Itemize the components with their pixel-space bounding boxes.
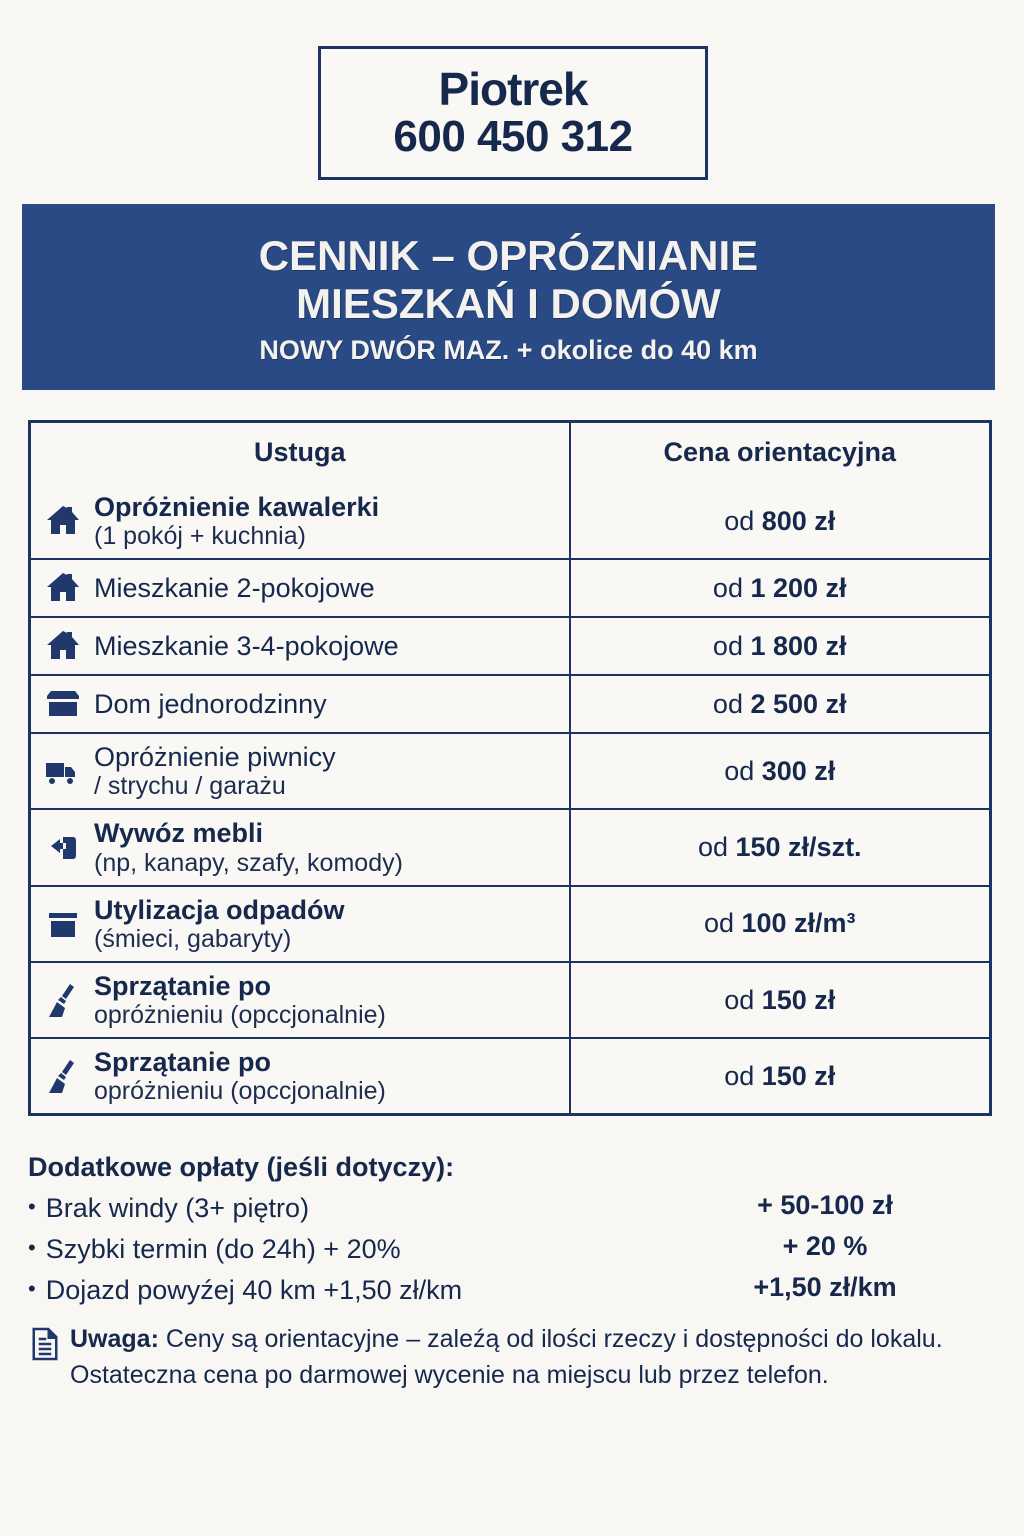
service-cell (30, 962, 570, 1038)
additional-fee-row (28, 1272, 992, 1306)
service-cell (30, 886, 570, 962)
price-amount: 2 500 zł (750, 688, 847, 719)
contact-phone: 600 450 312 (393, 111, 633, 161)
service-cell (30, 675, 570, 733)
house-icon (43, 626, 83, 666)
service-subtitle: opróżnieniu (opccjonalnie) (94, 1077, 386, 1106)
price-prefix: od (703, 908, 734, 939)
table-row (30, 484, 991, 559)
additional-fees-title: Dodatkowe opłaty (jeśli dotyczy): (28, 1152, 455, 1182)
bullet-icon: • (28, 1194, 36, 1219)
additional-fee-row (28, 1190, 992, 1224)
column-header-price: Cena orientacyjna (663, 437, 897, 467)
service-subtitle: (np, kanapy, szafy, komody) (94, 848, 403, 877)
contact-header-box (318, 46, 708, 180)
truck-icon (43, 751, 83, 791)
note-label: Uwaga: (70, 1325, 159, 1353)
service-cell (30, 809, 570, 885)
table-row (30, 809, 991, 885)
banner-title-line1: CENNIK – OPRÓZNIANIE (258, 232, 759, 280)
table-header-row (30, 422, 991, 485)
house-icon (43, 568, 83, 608)
price-amount: 800 zł (761, 505, 836, 536)
price-prefix: od (724, 755, 755, 786)
price-cell (570, 733, 991, 809)
column-header-service: Ustuga (30, 422, 570, 485)
price-amount: 150 zł/szt. (735, 832, 862, 863)
banner-title-line2: MIESZKAŃ I DOMÓW (296, 279, 721, 327)
note-text (70, 1322, 1005, 1393)
house-icon (43, 501, 83, 541)
service-name: Opróżnienie kawalerki (94, 492, 380, 522)
table-row (30, 1038, 991, 1115)
price-prefix: od (724, 505, 755, 536)
waste-bin-icon (43, 904, 83, 944)
service-cell (30, 559, 570, 617)
service-subtitle: / strychu / garażu (94, 772, 286, 801)
price-cell (570, 675, 991, 733)
service-name: Mieszkanie 3-4-pokojowe (94, 631, 399, 662)
price-cell (570, 962, 991, 1038)
price-amount: 150 zł (761, 1060, 836, 1091)
broom-icon (43, 1056, 83, 1096)
table-row (30, 675, 991, 733)
price-amount: 1 800 zł (750, 630, 847, 661)
additional-fee-label: Szybki termin (do 24h) + 20% (45, 1234, 401, 1264)
table-row (30, 559, 991, 617)
banner-subtitle: NOWY DWÓR MAZ. + okolice do 40 km (259, 334, 758, 365)
additional-fee-row (28, 1231, 992, 1265)
broom-icon (43, 980, 83, 1020)
price-table (28, 420, 992, 1116)
price-amount: 150 zł (761, 984, 836, 1015)
price-amount: 1 200 zł (750, 572, 847, 603)
price-cell (570, 809, 991, 885)
price-prefix: od (712, 630, 743, 661)
price-cell (570, 617, 991, 675)
additional-fee-label: Dojazd powyźej 40 km +1,50 zł/km (45, 1275, 463, 1305)
additional-fee-label: Brak windy (3+ piętro) (45, 1193, 310, 1223)
service-cell (30, 733, 570, 809)
price-prefix: od (712, 688, 743, 719)
note-section (30, 1322, 1005, 1393)
price-cell (570, 886, 991, 962)
table-row (30, 617, 991, 675)
title-banner (22, 204, 995, 390)
archive-box-icon (43, 684, 83, 724)
table-row (30, 886, 991, 962)
service-name: Mieszkanie 2-pokojowe (94, 573, 375, 604)
contact-name: Piotrek (438, 62, 588, 115)
bullet-icon: • (28, 1276, 36, 1301)
service-subtitle: opróżnieniu (opccjonalnie) (94, 1001, 386, 1030)
service-name: Opróżnienie piwnicy (94, 742, 336, 773)
service-name: Wywóz mebli (94, 818, 264, 849)
price-prefix: od (697, 832, 728, 863)
price-amount: 100 zł/m³ (741, 908, 856, 939)
price-cell (570, 1038, 991, 1115)
box-arrow-icon (43, 828, 83, 868)
table-row (30, 733, 991, 809)
note-body: Ceny są orientacyjne – zaleźą od ilości rzeczy i dostępności do lokalu. Ostateczna cena po darmowej wycenie na miejscu lub przez telefon. (70, 1325, 943, 1389)
price-cell (570, 559, 991, 617)
service-name: Utylizacja odpadów (94, 894, 345, 925)
service-cell (30, 1038, 570, 1115)
additional-fee-value: +1,50 zł/km (753, 1272, 897, 1302)
service-name: Dom jednorodzinny (94, 689, 327, 720)
price-amount: 300 zł (761, 755, 836, 786)
additional-fees-section (28, 1152, 992, 1306)
service-cell (30, 484, 570, 559)
additional-fee-value: + 50-100 zł (757, 1190, 893, 1220)
service-subtitle: (śmieci, gabaryty) (94, 924, 292, 953)
service-cell (30, 617, 570, 675)
service-name: Sprzątanie po (94, 1047, 272, 1078)
additional-fee-value: + 20 % (782, 1231, 868, 1261)
price-prefix: od (724, 1060, 755, 1091)
service-subtitle: (1 pokój + kuchnia) (94, 522, 306, 551)
bullet-icon: • (28, 1235, 36, 1260)
price-cell (570, 484, 991, 559)
price-prefix: od (712, 572, 743, 603)
table-row (30, 962, 991, 1038)
document-icon (30, 1326, 60, 1362)
price-prefix: od (724, 984, 755, 1015)
service-name: Sprzątanie po (94, 970, 272, 1001)
